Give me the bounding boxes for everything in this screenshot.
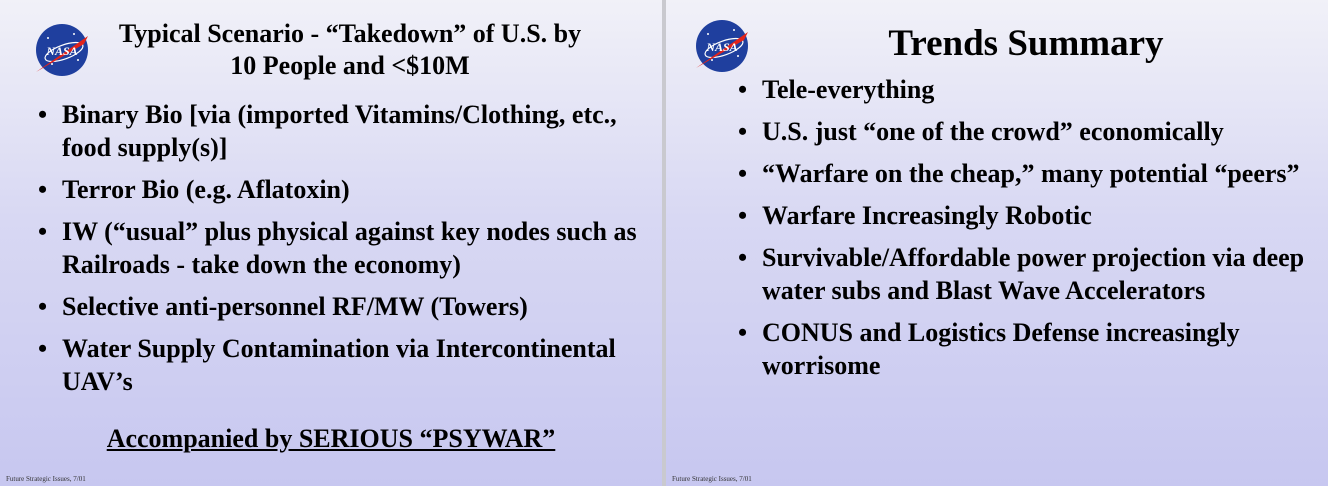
nasa-logo-text: NASA: [706, 40, 738, 54]
nasa-logo-icon: [694, 18, 750, 74]
nasa-logo-icon: [34, 22, 90, 78]
psywar-note: Accompanied by SERIOUS “PSYWAR”: [106, 424, 556, 453]
bullet-text: Terror Bio (e.g. Aflatoxin): [62, 175, 350, 204]
bullet-item: [32, 290, 652, 323]
slide-title: Trends Summary: [888, 23, 1164, 64]
bullet-dot-icon: •: [738, 75, 748, 104]
bullet-text: IW (“usual” plus physical against key nodes such as Railroads - take down the economy): [62, 217, 637, 279]
bullet-dot-icon: •: [738, 243, 748, 272]
bullet-text: CONUS and Logistics Defense increasingly worrisome: [762, 318, 1240, 380]
bullet-item: [32, 173, 652, 206]
bullet-dot-icon: •: [738, 159, 748, 188]
bullet-text: Binary Bio [via (imported Vitamins/Clothing, etc., food supply(s)]: [62, 100, 617, 162]
bullet-dot-icon: •: [38, 175, 48, 204]
bullet-dot-icon: •: [38, 334, 48, 363]
bullet-item: [732, 316, 1328, 382]
bullet-dot-icon: •: [38, 292, 48, 321]
bullet-item: [732, 157, 1328, 190]
bullet-list: [732, 73, 1328, 391]
slide-footer: Future Strategic Issues, 7/01: [672, 475, 752, 483]
bullet-list: [32, 98, 652, 407]
bullet-dot-icon: •: [38, 100, 48, 129]
bullet-text: Tele-everything: [762, 75, 935, 104]
bullet-item: [732, 199, 1328, 232]
bullet-dot-icon: •: [738, 318, 748, 347]
slide-typical-scenario: [0, 0, 662, 486]
bullet-text: Warfare Increasingly Robotic: [762, 201, 1092, 230]
slide-trends-summary: [666, 0, 1328, 486]
bullet-text: Selective anti-personnel RF/MW (Towers): [62, 292, 528, 321]
bullet-text: U.S. just “one of the crowd” economically: [762, 117, 1224, 146]
bullet-item: [732, 73, 1328, 106]
bullet-item: [732, 241, 1328, 307]
bullet-text: Survivable/Affordable power projection via deep water subs and Blast Wave Accelerators: [762, 243, 1305, 305]
bullet-item: [32, 215, 652, 281]
slide-title: Typical Scenario - “Takedown” of U.S. by 10 People and <$10M: [118, 19, 582, 80]
slide-footer: Future Strategic Issues, 7/01: [6, 475, 86, 483]
nasa-logo-text: NASA: [46, 44, 78, 58]
bullet-text: “Warfare on the cheap,” many potential “peers”: [762, 159, 1300, 188]
bullet-dot-icon: •: [38, 217, 48, 246]
bullet-text: Water Supply Contamination via Intercontinental UAV’s: [62, 334, 616, 396]
bullet-item: [32, 98, 652, 164]
bullet-item: [32, 332, 652, 398]
bullet-dot-icon: •: [738, 117, 748, 146]
bullet-dot-icon: •: [738, 201, 748, 230]
bullet-item: [732, 115, 1328, 148]
